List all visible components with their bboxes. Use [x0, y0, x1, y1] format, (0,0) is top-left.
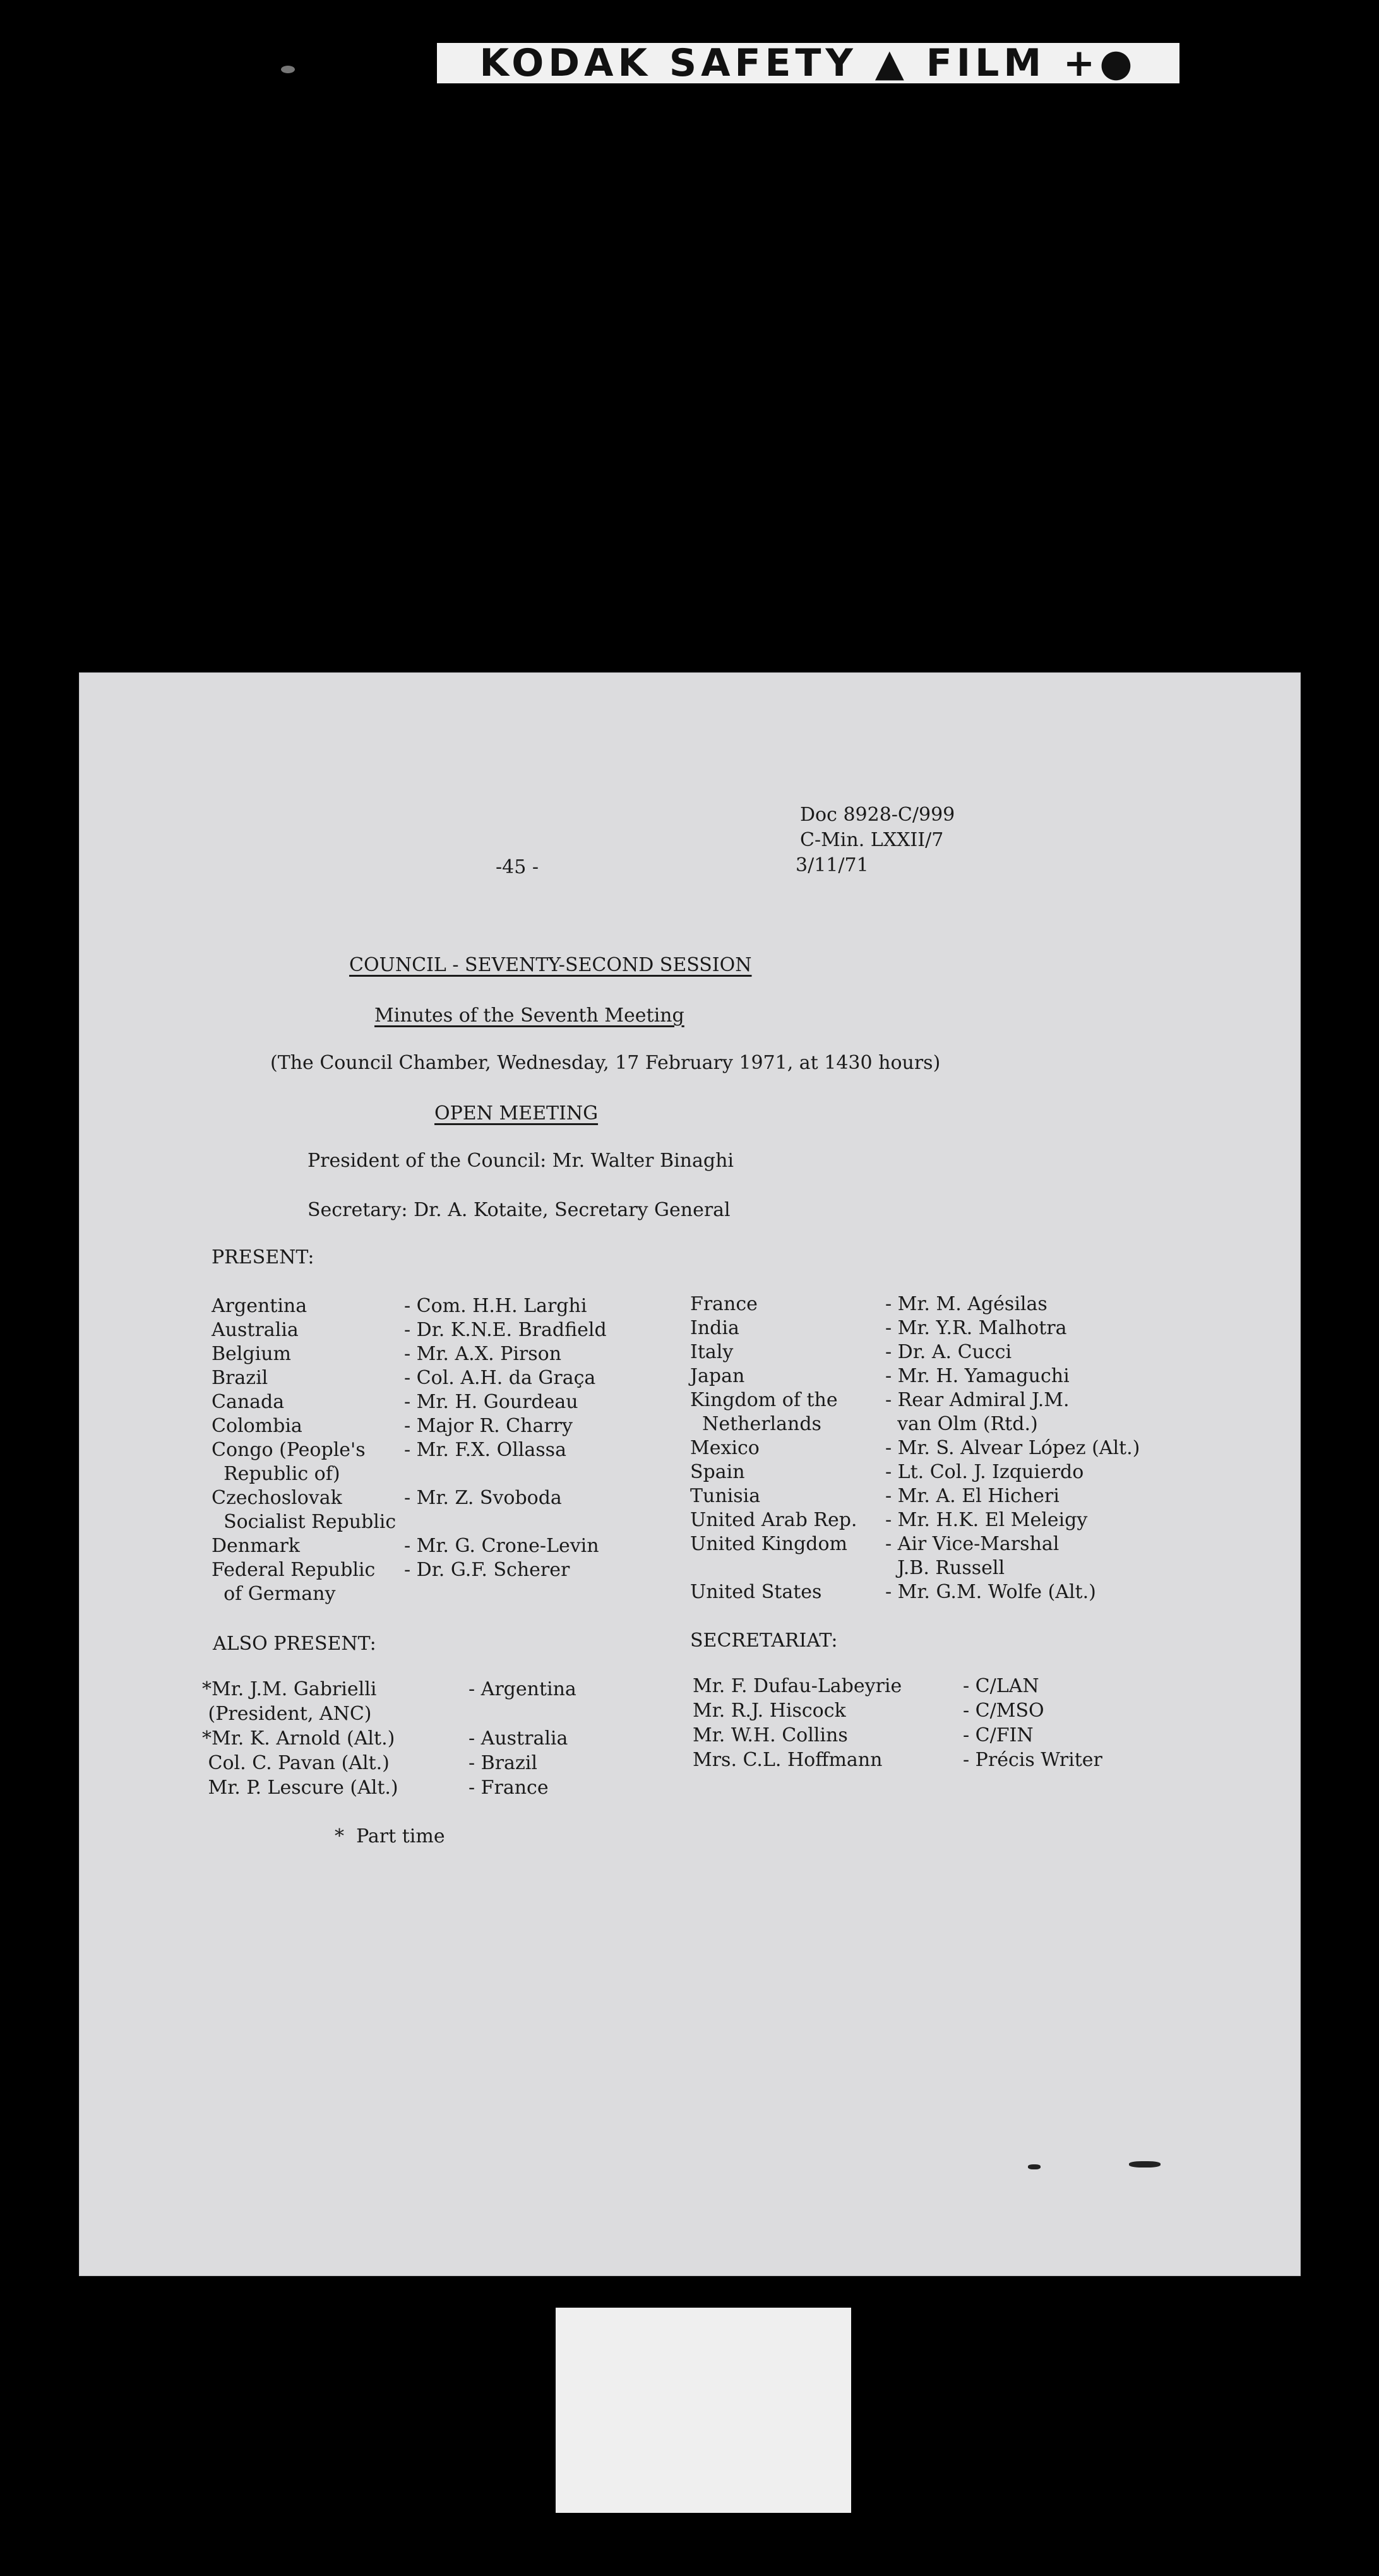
also-present-name: Col. C. Pavan (Alt.)	[202, 1752, 390, 1774]
present-representative: - Mr. A.X. Pirson	[404, 1343, 562, 1365]
present-country: United Arab Rep.	[690, 1509, 857, 1531]
present-representative: - Dr. K.N.E. Bradfield	[404, 1319, 607, 1341]
present-representative: - Dr. A. Cucci	[885, 1341, 1012, 1363]
kodak-film-banner: KODAK SAFETY ▲ FILM +●	[437, 43, 1179, 83]
also-present-heading: ALSO PRESENT:	[213, 1633, 376, 1655]
present-country: Kingdom of the	[690, 1389, 838, 1411]
also-present-name: *Mr. K. Arnold (Alt.)	[202, 1727, 395, 1750]
present-representative: - Mr. Z. Svoboda	[404, 1487, 562, 1509]
also-present-country: - Brazil	[469, 1752, 537, 1774]
also-present-country: - Argentina	[469, 1678, 576, 1700]
present-representative: - Air Vice-Marshal	[885, 1533, 1060, 1555]
document-page	[79, 672, 1301, 2276]
president-line: President of the Council: Mr. Walter Binaghi	[307, 1150, 734, 1172]
present-country: Congo (People's	[212, 1439, 366, 1461]
present-representative: - Dr. G.F. Scherer	[404, 1559, 570, 1581]
secretariat-role: - C/LAN	[963, 1675, 1039, 1697]
doc-reference-line2: C-Min. LXXII/7	[800, 829, 944, 851]
footnote: * Part time	[335, 1825, 445, 1847]
page-number: -45 -	[496, 856, 539, 878]
secretariat-name: Mr. W.H. Collins	[693, 1724, 848, 1746]
present-representative: - Mr. M. Agésilas	[885, 1293, 1048, 1315]
ink-smudge	[1129, 2161, 1161, 2168]
present-country: United Kingdom	[690, 1533, 847, 1555]
secretary-line: Secretary: Dr. A. Kotaite, Secretary General	[307, 1199, 731, 1221]
present-representative: - Mr. G. Crone-Levin	[404, 1535, 599, 1557]
secretariat-role: - C/FIN	[963, 1724, 1034, 1746]
present-representative: van Olm (Rtd.)	[885, 1413, 1038, 1435]
session-title: COUNCIL - SEVENTY-SECOND SESSION	[349, 954, 752, 976]
present-country: Spain	[690, 1461, 745, 1483]
present-representative: - Mr. F.X. Ollassa	[404, 1439, 566, 1461]
present-country: Denmark	[212, 1535, 300, 1557]
present-country: Colombia	[212, 1415, 302, 1437]
doc-reference-date: 3/11/71	[796, 854, 869, 876]
secretariat-name: Mrs. C.L. Hoffmann	[693, 1749, 883, 1771]
meeting-subtitle: Minutes of the Seventh Meeting	[374, 1005, 684, 1027]
present-representative: - Mr. A. El Hicheri	[885, 1485, 1060, 1507]
present-country: Socialist Republic	[212, 1511, 397, 1533]
present-representative: - Rear Admiral J.M.	[885, 1389, 1070, 1411]
present-country: Argentina	[212, 1295, 307, 1317]
blank-target-card	[556, 2308, 851, 2513]
present-country: of Germany	[212, 1583, 336, 1605]
secretariat-role: - Précis Writer	[963, 1749, 1102, 1771]
ink-smudge	[1028, 2164, 1041, 2169]
present-representative: - Mr. Y.R. Malhotra	[885, 1317, 1067, 1339]
present-country: Tunisia	[690, 1485, 761, 1507]
present-country: Mexico	[690, 1437, 760, 1459]
present-representative: J.B. Russell	[885, 1557, 1005, 1579]
present-country: Brazil	[212, 1367, 268, 1389]
present-representative: - Mr. S. Alvear López (Alt.)	[885, 1437, 1140, 1459]
venue-line: (The Council Chamber, Wednesday, 17 February 1971, at 1430 hours)	[270, 1052, 941, 1074]
also-present-name: (President, ANC)	[202, 1703, 372, 1725]
also-present-country: - Australia	[469, 1727, 568, 1750]
present-country: Federal Republic	[212, 1559, 376, 1581]
present-representative: - Mr. H. Gourdeau	[404, 1391, 578, 1413]
secretariat-heading: SECRETARIAT:	[690, 1630, 838, 1652]
also-present-name: *Mr. J.M. Gabrielli	[202, 1678, 377, 1700]
secretariat-name: Mr. R.J. Hiscock	[693, 1700, 846, 1722]
present-country: Czechoslovak	[212, 1487, 342, 1509]
present-representative: - Col. A.H. da Graça	[404, 1367, 596, 1389]
also-present-name: Mr. P. Lescure (Alt.)	[202, 1777, 398, 1799]
present-country: Italy	[690, 1341, 734, 1363]
film-speck	[281, 66, 295, 73]
doc-reference-line1: Doc 8928-C/999	[800, 804, 955, 826]
meeting-type: OPEN MEETING	[434, 1102, 599, 1124]
secretariat-name: Mr. F. Dufau-Labeyrie	[693, 1675, 902, 1697]
present-country: France	[690, 1293, 758, 1315]
also-present-country: - France	[469, 1777, 549, 1799]
present-representative: - Major R. Charry	[404, 1415, 573, 1437]
present-country: Japan	[690, 1365, 745, 1387]
present-heading: PRESENT:	[212, 1246, 314, 1268]
present-representative: - Mr. H. Yamaguchi	[885, 1365, 1070, 1387]
present-representative: - Mr. H.K. El Meleigy	[885, 1509, 1088, 1531]
present-country: Netherlands	[690, 1413, 821, 1435]
present-country: Republic of)	[212, 1463, 340, 1485]
present-representative: - Lt. Col. J. Izquierdo	[885, 1461, 1084, 1483]
secretariat-role: - C/MSO	[963, 1700, 1044, 1722]
present-country: Australia	[212, 1319, 299, 1341]
present-representative: - Mr. G.M. Wolfe (Alt.)	[885, 1581, 1096, 1603]
present-representative: - Com. H.H. Larghi	[404, 1295, 587, 1317]
present-country: Canada	[212, 1391, 285, 1413]
present-country: India	[690, 1317, 739, 1339]
present-country: Belgium	[212, 1343, 291, 1365]
present-country: United States	[690, 1581, 822, 1603]
